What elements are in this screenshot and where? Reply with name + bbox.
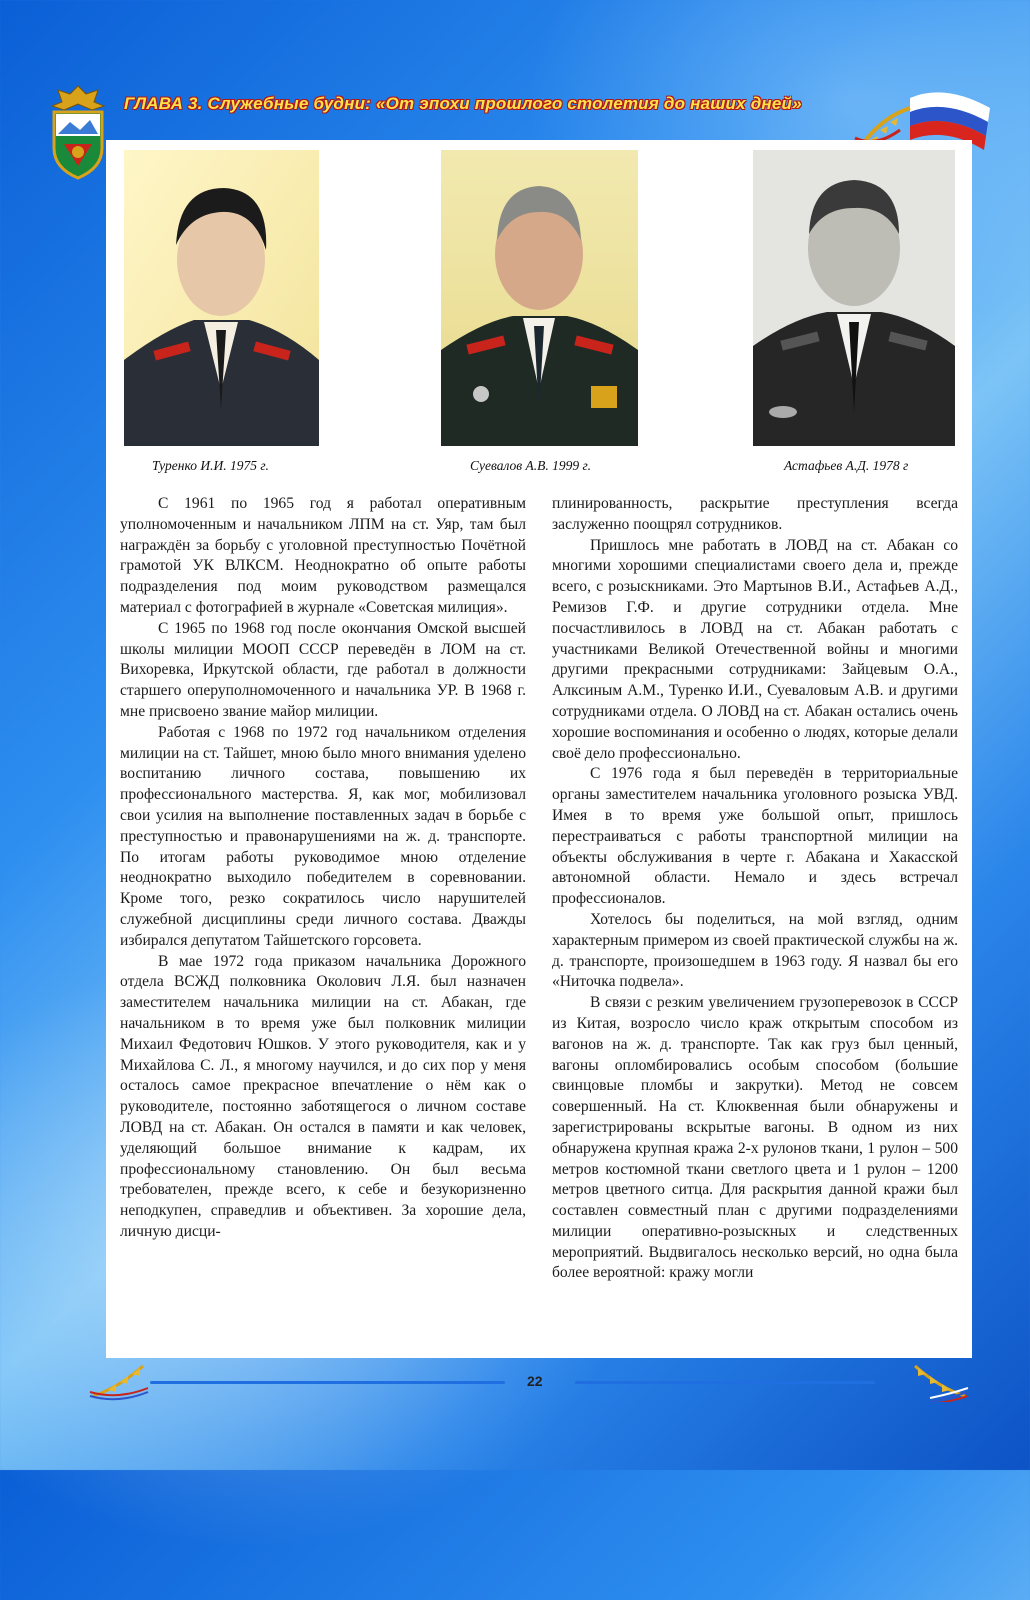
paragraph: Хотелось бы поделиться, на мой взгляд, одним характерным примером из своей практической службы на ж. д. транспорте, произошедшем в 1963 году. Я назвал бы его «Ниточка подвела». [552, 910, 958, 991]
page-number: 22 [527, 1373, 543, 1389]
footer-rule [150, 1381, 505, 1384]
paragraph: С 1961 по 1965 год я работал оперативным уполномоченным и начальником ЛПМ на ст. Уяр, там был награждён за борьбу с уголовной преступностью Почётной грамотой УК ВЛКСМ. Неоднократно об опыте работы подразделения под моим руководством размещался материал с фотографией в журнале «Советская милиция». [120, 495, 526, 616]
laurel-ornament-icon [88, 1358, 158, 1402]
footer-rule [575, 1381, 875, 1384]
photo-caption: Астафьев А.Д. 1978 г [784, 458, 909, 473]
paragraph: С 1976 года я был переведён в территориальные органы заместителем начальника уголовного розыска УВД. Имея в то время уже большой опыт, пришлось перестраиваться с работы транспортной милиции на объекты обслуживания в черте г. Абакана и Хакасской автономной области. Немало и здесь встречал профессионалов. [552, 765, 958, 908]
laurel-ornament-icon [900, 1358, 970, 1402]
paragraph: В мае 1972 года приказом начальника Дорожного отдела ВСЖД полковника Околович Л.Я. был назначен заместителем начальника милиции на ст. Абакан, где начальником в то время уже был полковник милиции Михаил Федотович Юшков. У этого руководителя, как и у Михайлова С. Л., я многому научился, и до сих пор у меня осталось самое прекрасное впечатление о нём как о руководителе, постоянно заботящегося о личном составе ЛОВД на ст. Абакан. Он остался в памяти и как человек, уделяющий большое внимание к кадрам, их профессиональному становлению. Он был весьма требователен, прежде всего, к себе и безукоризненно неподкупен, справедлив и объективен. За хорошие дела, личную дисци- [120, 952, 526, 1240]
portrait-photo [753, 150, 955, 446]
paragraph: В связи с резким увеличением грузоперевозок в СССР из Китая, возросло число краж открытым способом из вагонов на ж. д. транспорте. Так как груз был ценный, вагоны опломбировались особым способом (большие свинцовые пломбы и закрутки). Метод не совсем совершенный. На ст. Клюквенная были обнаружены и зарегистрированы вскрытые вагоны. В одном из них обнаружена крупная кража 2-х рулонов ткани, 1 рулон – 500 метров костюмной ткани светлого цвета и 1 рулон – 1200 метров цветного ситца. Для раскрытия данной кражи был составлен совместный план с другими подразделениями милиции оперативно-розыскных и следственных мероприятий. Выдвигалось несколько версий, но одна была более вероятной: кражу могли [552, 994, 958, 1282]
paragraph: Пришлось мне работать в ЛОВД на ст. Абакан со многими хорошими специалистами своего дела и, прежде всего, с розыскниками. Это Мартынов В.И., Астафьев А.Д., Ремизов Г.Ф. и другие сотрудники отдела. Мне посчастливилось в ЛОВД на ст. Абакан работать с участниками Великой Отечественной войны и многими другими прекрасными сотрудниками: Зайцевым О.А., Алксиным А.М., Туренко И.И., Суеваловым А.В. и другими сотрудниками отдела. О ЛОВД на ст. Абакан остались очень хорошие воспоминания и особенно о людях, которые делали своё дело профессионально. [552, 536, 958, 762]
paragraph: С 1965 по 1968 год после окончания Омской высшей школы милиции МООП СССР переведён в ЛОМ на ст. Вихоревка, Иркутской области, где работал в должности старшего оперуполномоченного и начальника УР. В 1968 г. мне присвоено звание майор милиции. [120, 619, 526, 720]
police-emblem-icon [40, 82, 116, 182]
paragraph: плинированность, раскрытие преступления всегда заслуженно поощрял сотрудников. [552, 495, 958, 533]
left-text-column [120, 494, 526, 1243]
portrait-photo [124, 150, 319, 446]
paragraph: Работая с 1968 по 1972 год начальником отделения милиции на ст. Тайшет, мною было много внимания уделено воспитанию личного состава, повышению их профессионального мастерства. Я, как мог, мобилизовал свои усилия на выполнение поставленных задач в борьбе с преступностью и правонарушениями на ж. д. транспорте. По итогам работы руководимое мною отделение неоднократно выходило победителем в соревновании. Кроме того, резко сократилось число нарушителей служебной дисциплины среди личного состава. Дважды избирался депутатом Тайшетского горсовета. [120, 723, 526, 949]
chapter-title: ГЛАВА 3. Служебные будни: «От эпохи прошлого столетия до наших дней» [124, 94, 802, 113]
right-text-column [552, 494, 958, 1284]
photo-caption: Туренко И.И. 1975 г. [152, 458, 269, 473]
portrait-photo [441, 150, 638, 446]
photo-caption: Суевалов А.В. 1999 г. [470, 458, 591, 473]
